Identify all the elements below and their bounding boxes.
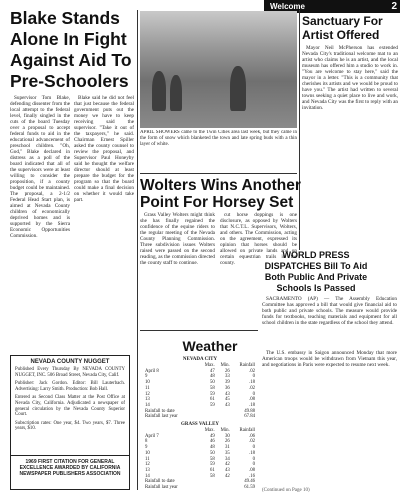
weather-cell: 10: [145, 450, 150, 456]
weather-cell: .08: [249, 397, 255, 403]
weather-cell: Max.: [204, 428, 215, 434]
weather-cell: 58: [209, 385, 215, 391]
weather-cell: 50: [209, 450, 215, 456]
weather-cell: Rainfall: [239, 363, 255, 368]
weather-cell: 50: [209, 380, 215, 386]
weather-cell: April 7: [145, 433, 159, 439]
weather-cell: 45: [224, 397, 230, 403]
snow-photo: [140, 11, 297, 128]
weather-cell: 61: [209, 467, 215, 473]
weather-cell: 58: [209, 473, 215, 479]
page-number: 2: [391, 1, 397, 12]
weather-cell: 0: [252, 391, 255, 397]
weather-cell: 30: [224, 433, 230, 439]
weather-cell: Min.: [220, 428, 230, 434]
weather-cell: [198, 485, 214, 491]
world-note-body: The U.S. embassy in Saigon announced Monday that more American troops would be withdrawn from Vietnam this year, and negotiations in Paris were expected to resume next week.: [262, 350, 397, 368]
weather-cell: 31: [224, 445, 230, 451]
wolters-headline: Wolters Wins Another Point For Horsey Set: [140, 177, 301, 211]
weather-cell: 61.59: [244, 485, 255, 491]
weather-cell: 49.88: [244, 408, 255, 414]
weather-station-grass-valley: GRASS VALLEY: [180, 422, 220, 428]
award-text: 1969 FIRST CITATION FOR GENERAL EXCELLENCE AWARDED BY CALIFORNIA NEWSPAPER PUBLISHERS ASSOCIATION: [19, 459, 121, 477]
weather-headline: Weather: [182, 338, 238, 354]
weather-cell: 43: [224, 402, 230, 408]
weather-cell: 9: [145, 374, 148, 380]
weather-cell: 48: [209, 374, 215, 380]
weather-cell: 12: [145, 391, 150, 397]
weather-cell: [198, 414, 214, 420]
weather-cell: 39: [224, 380, 230, 386]
weather-cell: 14: [145, 402, 150, 408]
weather-cell: Rainfall last year: [145, 485, 178, 491]
weather-cell: 13: [145, 397, 150, 403]
weather-cell: Min.: [220, 363, 230, 368]
bills-headline: WORLD PRESS DISPATCHES Bill To Aid Both Public And Private Schools Is Passed: [264, 250, 368, 293]
weather-cell: 61: [209, 397, 215, 403]
weather-cell: 0: [252, 374, 255, 380]
blake-headline: Blake Stands Alone In Fight Against Aid To Pre-Schoolers: [10, 8, 132, 91]
weather-cell: 43: [224, 391, 230, 397]
weather-cell: April 8: [145, 368, 159, 374]
weather-cell: 26: [224, 368, 230, 374]
weather-cell: 8: [145, 439, 148, 445]
weather-cell: 49.46: [244, 479, 255, 485]
weather-station-nevada-city: NEVADA CITY: [182, 357, 218, 362]
weather-cell: 13: [145, 467, 150, 473]
weather-cell: 58: [209, 456, 215, 462]
weather-cell: .08: [249, 467, 255, 473]
weather-table-grass-valley: [145, 428, 255, 491]
masthead-staff: Publisher: Jack Gordon. Editor: Bill Lauterbach. Advertising: Larry Smith. Production: Bob Hall.: [15, 381, 125, 392]
weather-cell: 59: [209, 462, 215, 468]
weather-cell: .18: [249, 450, 255, 456]
blake-column-1: Supervisor Tom Blake, defending dissenter from the local attempt to the federal level, finally singled in the cuts of the board Tuesday over a proposal to accept federal funds to aid in the educational advancement of preschool children. "Oh, God," Blake declared in distress as a poll of the board indicated that all of the supervisors were at least willing to consider the proposition, if a county budget could be maintained. The proposal, a 2-1/2 Federal Head Start plan, is aimed at Nevada County children of economically deprived homes and is supported by the Sierra Economic Opportunities Commission.: [10, 95, 70, 239]
weather-cell: 43: [224, 467, 230, 473]
section-label: Welcome: [270, 2, 305, 11]
masthead-title: NEVADA COUNTY NUGGET: [30, 359, 110, 365]
weather-cell: 0: [252, 462, 255, 468]
weather-cell: 34: [224, 456, 230, 462]
weather-cell: Rainfall last year: [145, 414, 178, 420]
weather-cell: Rainfall to date: [145, 479, 175, 485]
weather-cell: Rainfall to date: [145, 408, 175, 414]
weather-cell: [215, 414, 230, 420]
masthead-subscription: Subscription rates: One year, $4. Two years, $7. Three years, $10.: [15, 420, 125, 432]
weather-cell: Rainfall: [239, 428, 255, 434]
weather-cell: 48: [209, 445, 215, 451]
weather-cell: Max.: [204, 363, 215, 368]
sanctuary-headline: Sanctuary For Artist Offered: [302, 14, 383, 42]
weather-cell: 0: [252, 456, 255, 462]
sanctuary-body: Mayor Neil McPherson has extended Nevada City's traditional welcome mat to an artist who claims he is an artist, and the local museum has offered him a studio to work in. "You are welcome to stay here," said the mayor in a letter. "This is a community that cherishes its artists and we would be proud to have you." The artist had written to several towns seeking a quiet place to live and work, and Nevada City was the first to reply with an invitation.: [302, 45, 398, 111]
masthead-publisher: Published Every Thursday By NEVADA COUNTY NUGGET, INC. 506 Broad Street, Nevada City, Calif.: [15, 367, 125, 378]
weather-cell: 49: [209, 433, 215, 439]
weather-cell: 46: [209, 439, 215, 445]
weather-cell: 42: [224, 462, 230, 468]
weather-box: [145, 355, 255, 491]
weather-cell: 59: [209, 391, 215, 397]
weather-cell: 26: [224, 439, 230, 445]
weather-cell: .02: [249, 439, 255, 445]
blake-column-2: Blake said he did not feel that just because the federal government puts out the money we have to keep receiving said the supervisor. "Take it out of the taxpayers," he said. Chairman Ernest Spiller asked the county counsel to review the proposal, and Supervisor Paul Honeyby said he thought the welfare director should at least prepare the budget for the program so that the board could make a final decision on whether it would take part.: [74, 95, 134, 203]
weather-cell: .18: [249, 380, 255, 386]
photo-caption: APRIL SHOWERS came to the Twin Cities area last week, but they came in the form of snow which blanketed the town and late spring buds with a thin layer of white.: [140, 130, 297, 147]
weather-cell: 0: [252, 445, 255, 451]
weather-cell: [215, 485, 230, 491]
weather-cell: 36: [224, 385, 230, 391]
award-box: [10, 455, 130, 490]
weather-cell: 59: [209, 402, 215, 408]
weather-cell: .06: [249, 433, 255, 439]
wolters-column-2: cut horse doppings is one disclosure, as opposed by Wolters that N.C.T.L. Supervisors, Wolters, and others. The Commission, acting on the agreement, expressed its opinion that horses should be allowed on private lands and on certain equestrian trails in the county.: [220, 212, 297, 266]
weather-cell: 47: [209, 368, 215, 374]
weather-cell: 35: [224, 450, 230, 456]
weather-cell: 67.84: [244, 414, 255, 420]
weather-cell: 14: [145, 473, 150, 479]
weather-cell: 42: [224, 473, 230, 479]
weather-row: [145, 485, 255, 491]
weather-row: [145, 414, 255, 420]
bills-body: SACRAMENTO (AP) — The Assembly Education Committee has approved a bill that would give financial aid to both public and private schools. The measure would provide funds for textbooks, teaching materials and equipment for all school children in the state regardless of the school they attend.: [262, 296, 397, 326]
weather-cell: 33: [224, 374, 230, 380]
weather-cell: .02: [249, 385, 255, 391]
weather-cell: .18: [249, 402, 255, 408]
weather-cell: 10: [145, 380, 150, 386]
weather-cell: 11: [145, 456, 150, 462]
wolters-column-1: Grass Valley Wolters might think she has finally regained the confidence of the equine riders to the regular meeting of the Nevada County Planning Commission. Three subdivision issues Wolters raised were passed on the second reading, as the commission directed the county staff to continue.: [140, 212, 215, 266]
weather-cell: 12: [145, 462, 150, 468]
continued-note: (Continued on Page 10): [262, 488, 310, 493]
weather-cell: .02: [249, 368, 255, 374]
masthead-legal: Entered as Second Class Matter at the Post Office at Nevada City, California. Adjudicated a newspaper of general circulation by the Nevada County Superior Court.: [15, 395, 125, 418]
weather-cell: .16: [249, 473, 255, 479]
weather-table-nevada-city: [145, 363, 255, 420]
weather-cell: 9: [145, 445, 148, 451]
weather-cell: 11: [145, 385, 150, 391]
